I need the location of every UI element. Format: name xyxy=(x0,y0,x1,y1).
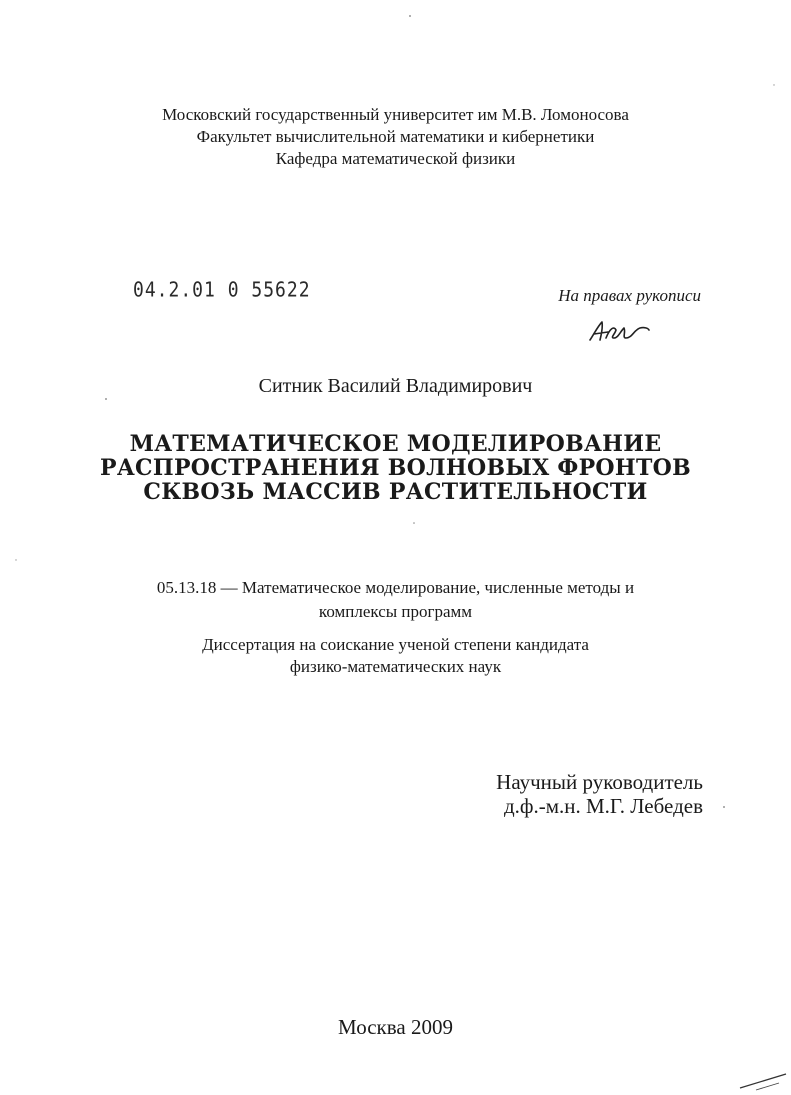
faculty-name: Факультет вычислительной математики и кибернетики xyxy=(196,127,595,146)
specialty-line-1: 05.13.18 — Математическое моделирование, численные методы и xyxy=(156,578,635,597)
supervisor-role: Научный руководитель xyxy=(496,770,703,794)
handwritten-signature xyxy=(588,316,650,344)
specialty-block xyxy=(0,576,791,624)
rights-notice: На правах рукописи xyxy=(558,286,701,305)
affiliation-block xyxy=(0,104,791,170)
department-name: Кафедра математической физики xyxy=(275,149,516,168)
title-line-3: СКВОЗЬ МАССИВ РАСТИТЕЛЬНОСТИ xyxy=(143,479,648,505)
author-name: Ситник Василий Владимирович xyxy=(258,375,533,397)
title-line-2: РАСПРОСТРАНЕНИЯ ВОЛНОВЫХ ФРОНТОВ xyxy=(100,455,691,481)
title-line-1: МАТЕМАТИЧЕСКОЕ МОДЕЛИРОВАНИЕ xyxy=(129,431,662,457)
university-name: Московский государственный университет им М.В. Ломоносова xyxy=(162,105,629,124)
supervisor-name: д.ф.-м.н. М.Г. Лебедев xyxy=(503,794,703,818)
degree-line-2: физико-математических наук xyxy=(289,657,502,676)
city-year: Москва 2009 xyxy=(338,1015,453,1039)
library-stamp-code: 04.2.01 0 55622 xyxy=(133,278,311,303)
supervisor-block xyxy=(496,770,703,818)
degree-line-1: Диссертация на соискание ученой степени кандидата xyxy=(202,635,589,654)
dissertation-title xyxy=(0,432,791,504)
specialty-line-2: комплексы программ xyxy=(318,602,473,621)
degree-block xyxy=(0,634,791,678)
